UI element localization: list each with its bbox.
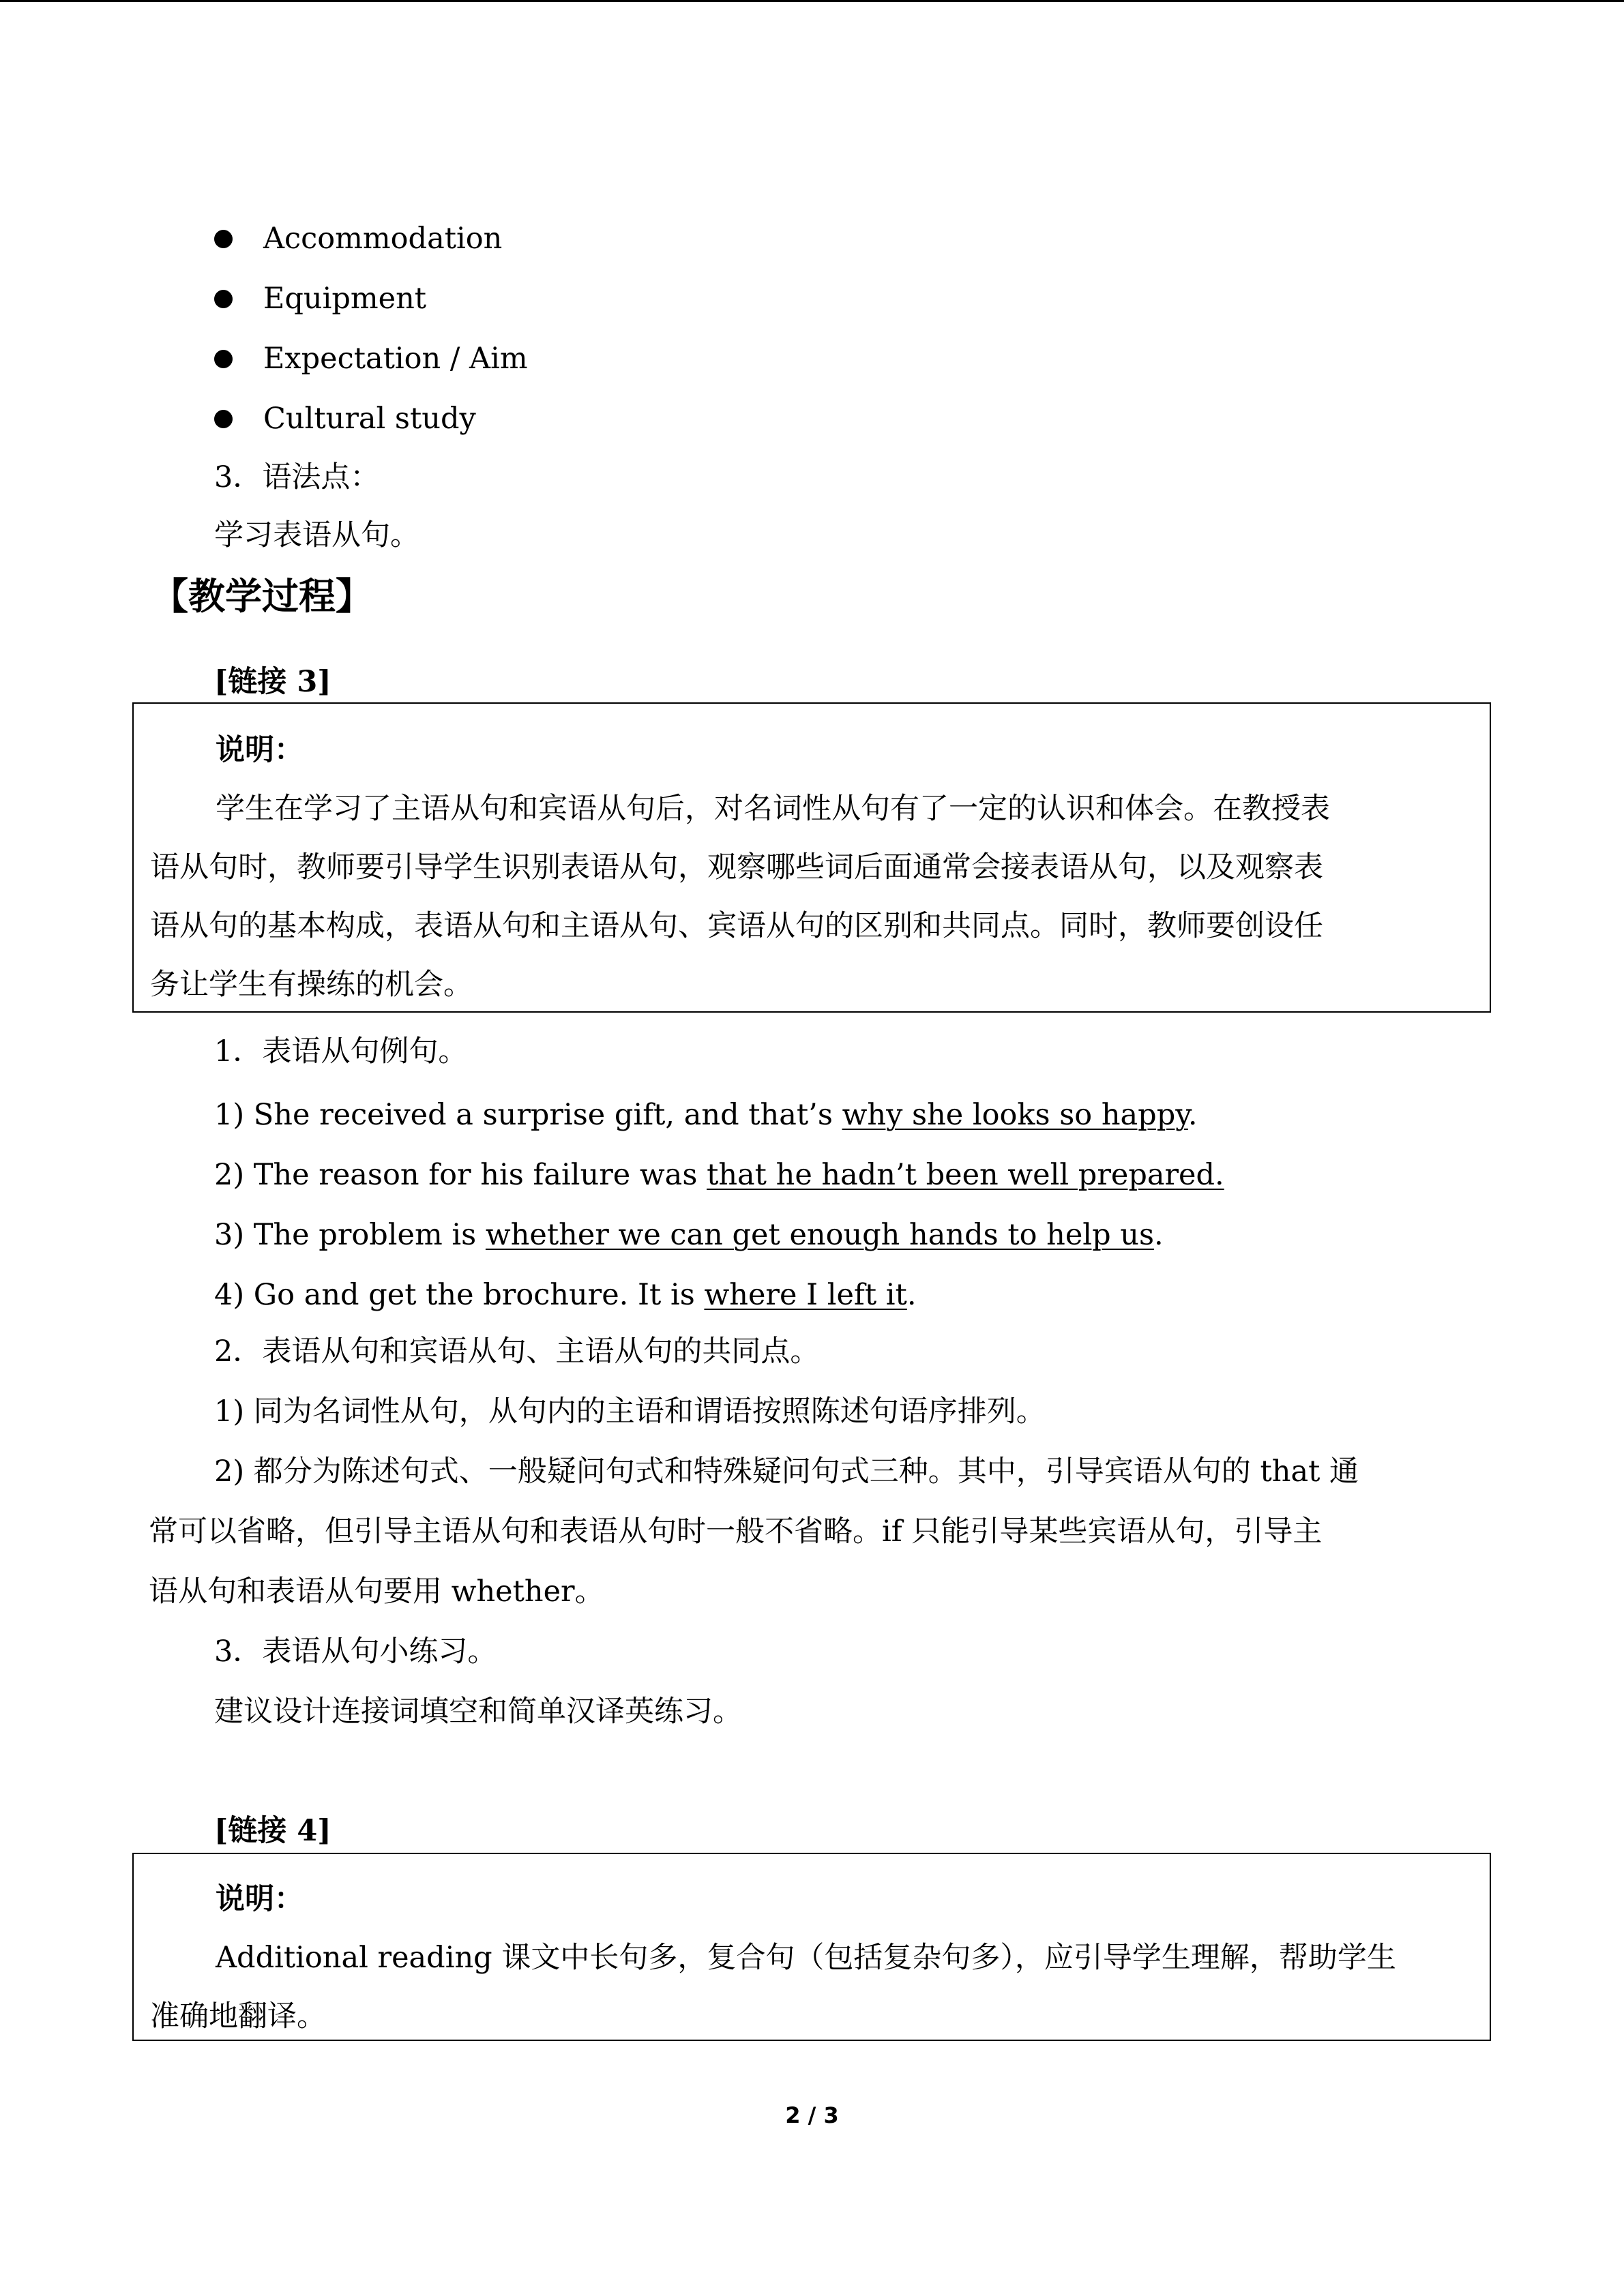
example-sentence: 4) Go and get the brochure. It is where I left it. [214,1278,917,1312]
bullet-icon [214,350,233,368]
examples-heading: 1．表语从句例句。 [214,1034,468,1069]
note-title: 说明： [216,733,304,767]
common-point-2-line: 2) 都分为陈述句式、一般疑问句式和特殊疑问句式三种。其中，引导宾语从句的 that 通 [214,1455,1359,1489]
practice-heading: 3．表语从句小练习。 [214,1635,497,1669]
note-line: 语从句时，教师要引导学生识别表语从句，观察哪些词后面通常会接表语从句，以及观察表 [150,850,1323,884]
note-line: 学生在学习了主语从句和宾语从句后，对名词性从句有了一定的认识和体会。在教授表 [216,792,1330,826]
example-sentence: 1) She received a surprise gift, and that’s why she looks so happy. [214,1098,1198,1132]
common-heading: 2．表语从句和宾语从句、主语从句的共同点。 [214,1335,820,1369]
bullet-icon [214,230,233,248]
link-4-label: [链接 4] [214,1814,331,1848]
page-number: 2 / 3 [785,2102,839,2128]
section-heading: 【教学过程】 [151,575,372,618]
bullet-icon [214,290,233,308]
example-sentence: 2) The reason for his failure was that he hadn’t been well prepared. [214,1158,1224,1192]
practice-text: 建议设计连接词填空和简单汉译英练习。 [214,1695,742,1729]
link-3-label: [链接 3] [214,665,331,699]
note-line: Additional reading 课文中长句多，复合句（包括复杂句多），应引导学生理解，帮助学生 [216,1941,1396,1975]
link-4-note-box [132,1853,1491,2041]
grammar-text: 学习表语从句。 [214,518,419,552]
note-line: 语从句的基本构成，表语从句和主语从句、宾语从句的区别和共同点。同时，教师要创设任 [150,909,1323,943]
note-title: 说明： [216,1882,304,1916]
common-point-2-line: 常可以省略，但引导主语从句和表语从句时一般不省略。if 只能引导某些宾语从句，引导主 [149,1515,1323,1549]
link-3-note-box [132,702,1491,1013]
bullet-icon [214,410,233,428]
example-sentence: 3) The problem is whether we can get enough hands to help us. [214,1218,1164,1252]
document-page: Accommodation Equipment Expectation / Aim Cultural study 3．语法点： 学习表语从句。 【教学过程】 [链接 3] 说明： 学生在学习了主语从句和宾语从句后，对名词性从句有了一定的认识和体会。在教授表 语从句时，教师要引导学生识别表语从句，观察哪些词后面通常会接表语从句，以及观察表 语从句的基本构成，表语从句和主语从句、宾语从句的区别和共同点。同时，教师要创设任 务让学生有操练的机会。 1．表语从句例句。 1) She received a surprise gift, and that’s why she looks so happy. 2) The reason for his failure was that he hadn’t been well prepared. 3) The problem is whether we can get enough hands to help us. 4) Go and get the brochure. It is where I left it. 2．表语从句和宾语从句、主语从句的共同点。 1) 同为名词性从句，从句内的主语和谓语按照陈述句语序排列。 2) 都分为陈述句式、一般疑问句式和特殊疑问句式三种。其中，引导宾语从句的 that 通 常可以省略，但引导主语从句和表语从句时一般不省略。if 只能引导某些宾语从句，引导主 语从句和表语从句要用 whether。 3．表语从句小练习。 建议设计连接词填空和简单汉译英练习。 [链接 4] 说明： Additional reading 课文中长句多，复合句（包括复杂句多），应引导学生理解，帮助学生 准确地翻译。 2 / 3 [0,0,1624,2296]
note-line: 务让学生有操练的机会。 [150,968,473,1002]
common-point-2-line: 语从句和表语从句要用 whether。 [149,1575,604,1609]
common-point-1: 1) 同为名词性从句，从句内的主语和谓语按照陈述句语序排列。 [214,1395,1046,1429]
grammar-heading: 3．语法点： [214,460,380,494]
note-line: 准确地翻译。 [150,1999,326,2033]
